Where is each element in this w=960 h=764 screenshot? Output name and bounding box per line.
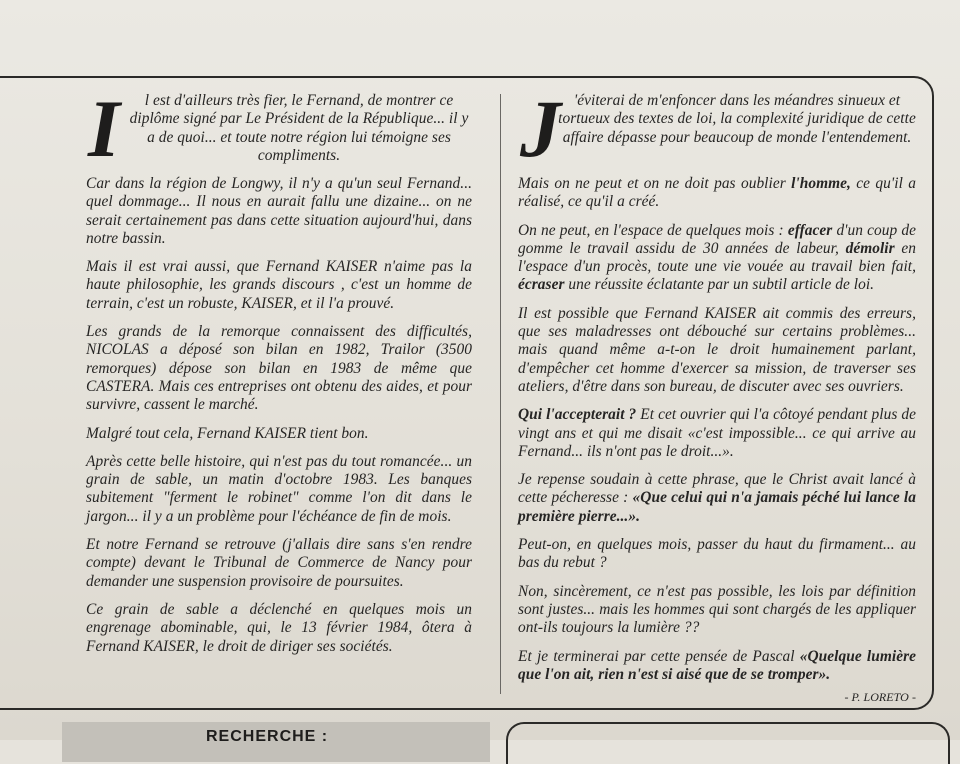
paragraph: On ne peut, en l'espace de quelques mois : effacer d'un coup de gomme le travail assidu de 30 années de labeur, démolir en l'espace d'un procès, toute une vie vouée au travail bien fait, écraser une réussite éclatante par un subtil article de loi. [518,221,916,294]
paragraph: Il est possible que Fernand KAISER ait commis des erreurs, que ses maladresses ont débouché sur certains problèmes... mais quand même a-t-on le droit humainement parlant, d'empêcher cet homme d'exercer sa mission, de traverser ses ateliers, d'être dans son bureau, de discuter avec ses ouvriers. [518,304,916,395]
lead-paragraph-left [86,83,472,174]
paragraph: l est d'ailleurs très fier, le Fernand, de montrer ce diplôme signé par Le Président de la République... il y a de quoi... et toute notre région lui témoigne ses compliments. [129,92,469,164]
article-column-left [86,83,472,666]
paragraph: Mais il est vrai aussi, que Fernand KAISER n'aime pas la haute philosophie, les grands discours , c'est un homme de terrain, c'est un robuste, KAISER, et il l'a prouvé. [86,258,472,312]
paragraph: Malgré tout cela, Fernand KAISER tient bon. [86,424,369,442]
next-section-heading: RECHERCHE : [206,728,329,745]
paragraph: Ce grain de sable a déclenché en quelques mois un engrenage abominable, qui, le 13 février 1984, ôtera à Fernand KAISER, le droit de diriger ses sociétés. [86,600,472,655]
paragraph: Peut-on, en quelques mois, passer du haut du firmament... au bas du rebut ? [518,536,916,572]
drop-cap: J [520,83,561,174]
paragraph: Après cette belle histoire, qui n'est pas du tout romancée... un grain de sable, un matin d'octobre 1983. Les banques subitement "ferment le robinet" comme l'on dit dans le jargon... il y a un problème pour l'échéance de fin de mois. [86,452,472,525]
column-divider [500,94,501,694]
paragraph: Non, sincèrement, ce n'est pas possible, les lois par définition sont justes... mais les hommes qui sont chargés de les appliquer ont-ils toujours la lumière ?? [518,582,916,637]
paragraph: Car dans la région de Longwy, il n'y a qu'un seul Fernand... quel dommage... Il nous en aurait fallu une dizaine... on ne serait certainement pas dans cette situation aujourd'hui, dans notre bassin. [86,175,472,247]
paragraph: Les grands de la remorque connaissent des difficultés, NICOLAS a déposé son bilan en 1982, Trailor (3500 remorques) dépose son bilan en 1983 de même que CASTERA. Mais ces entreprises ont obtenu des aides, et pour survivre, cassent le marché. [86,323,472,414]
paragraph: Qui l'accepterait ? Et cet ouvrier qui l'a côtoyé pendant plus de vingt ans et qui me disait «c'est impossible... ce qui arrive au Fernand... ils n'ont pas le droit...». [518,406,916,460]
paragraph: 'éviterai de m'enfoncer dans les méandres sinueux et tortueux des textes de loi, la complexité juridique de cette affaire dépasse pour beaucoup de monde l'entendement. [558,92,916,146]
paragraph: Je repense soudain à cette phrase, que le Christ avait lancé à cette pécheresse : «Que celui qui n'a jamais péché lui lance la première pierre...». [518,471,916,525]
author-signature: - P. LORETO - [844,690,916,705]
lead-paragraph-right [518,83,916,174]
article-column-right [518,83,916,716]
paragraph: Mais on ne peut et on ne doit pas oublier l'homme, ce qu'il a réalisé, ce qu'il a créé. [518,175,916,211]
paragraph: Et je terminerai par cette pensée de Pascal «Quelque lumière que l'on ait, rien n'est si aisé que de se tromper». [518,647,916,683]
drop-cap: I [88,83,120,174]
paragraph: Et notre Fernand se retrouve (j'allais dire sans s'en rendre compte) devant le Tribunal de Commerce de Nancy pour demander une suspension provisoire de poursuites. [86,536,472,590]
next-article-frame [506,722,950,764]
